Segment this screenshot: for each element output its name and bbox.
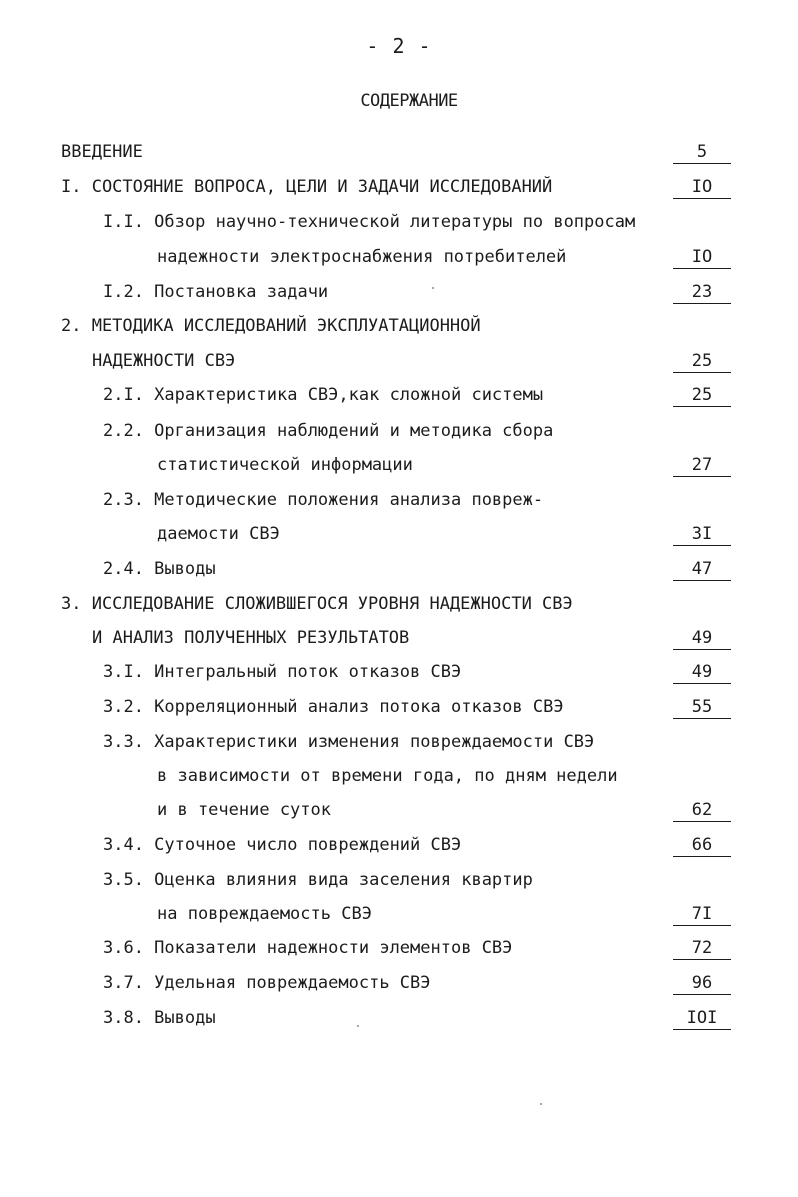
toc-entry-section-3-4: 3.4. Суточное число повреждений СВЭ <box>103 835 462 855</box>
toc-entry-section-2-2: 2.2. Организация наблюдений и методика сбора <box>103 421 554 441</box>
toc-page-number: 47 <box>673 558 731 581</box>
toc-entry-chapter-2-cont: НАДЕЖНОСТИ СВЭ <box>92 351 236 371</box>
toc-page-number: 5 <box>673 141 731 164</box>
toc-page-number: 66 <box>673 834 731 857</box>
toc-page-number: 23 <box>673 281 731 304</box>
toc-entry-chapter-3: 3. ИССЛЕДОВАНИЕ СЛОЖИВШЕГОСЯ УРОВНЯ НАДЕЖНОСТИ СВЭ <box>61 594 573 614</box>
scan-speck <box>540 1103 542 1105</box>
page-number: - 2 - <box>366 34 432 58</box>
toc-page-number: 3I <box>673 523 731 546</box>
toc-entry-section-3-2: 3.2. Корреляционный анализ потока отказов СВЭ <box>103 697 564 717</box>
toc-page-number: 62 <box>673 799 731 822</box>
toc-page-number: 25 <box>673 350 731 373</box>
toc-entry-introduction: ВВЕДЕНИЕ <box>61 142 143 162</box>
toc-entry-section-2-2-cont: статистической информации <box>157 455 413 475</box>
toc-entry-section-2-1: 2.I. Характеристика СВЭ,как сложной системы <box>103 385 544 405</box>
toc-entry-chapter-2: 2. МЕТОДИКА ИССЛЕДОВАНИЙ ЭКСПЛУАТАЦИОННОЙ <box>61 316 481 336</box>
toc-entry-section-3-3-cont: и в течение суток <box>157 800 331 820</box>
toc-page-number: IO <box>673 176 731 199</box>
toc-page-number: IOI <box>673 1007 731 1030</box>
toc-page-number: 55 <box>673 696 731 719</box>
page-title: СОДЕРЖАНИЕ <box>360 91 458 111</box>
toc-entry-section-3-8: 3.8. Выводы <box>103 1008 216 1028</box>
toc-entry-section-3-6: 3.6. Показатели надежности элементов СВЭ <box>103 938 513 958</box>
toc-entry-section-2-4: 2.4. Выводы <box>103 559 216 579</box>
toc-entry-section-2-3: 2.3. Методические положения анализа повреж- <box>103 490 544 510</box>
toc-entry-section-1-1-cont: надежности электроснабжения потребителей <box>157 247 567 267</box>
toc-entry-section-2-3-cont: даемости СВЭ <box>157 524 280 544</box>
toc-page-number: 49 <box>673 661 731 684</box>
toc-page-number: 7I <box>673 903 731 926</box>
toc-page-number: 27 <box>673 454 731 477</box>
toc-page-number: 25 <box>673 384 731 407</box>
toc-entry-section-1-1: I.I. Обзор научно-технической литературы по вопросам <box>103 212 636 232</box>
toc-page-number: IO <box>673 246 731 269</box>
toc-page-number: 72 <box>673 937 731 960</box>
toc-entry-section-3-5-cont: на повреждаемость СВЭ <box>157 904 372 924</box>
toc-page-number: 49 <box>673 627 731 650</box>
toc-entry-section-3-7: 3.7. Удельная повреждаемость СВЭ <box>103 973 431 993</box>
toc-entry-section-3-3-cont: в зависимости от времени года, по дням недели <box>157 766 618 786</box>
toc-page-number: 96 <box>673 972 731 995</box>
toc-entry-section-3-1: 3.I. Интегральный поток отказов СВЭ <box>103 662 462 682</box>
scan-speck <box>432 287 434 289</box>
toc-entry-chapter-3-cont: И АНАЛИЗ ПОЛУЧЕННЫХ РЕЗУЛЬТАТОВ <box>92 628 410 648</box>
toc-entry-chapter-1: I. СОСТОЯНИЕ ВОПРОСА, ЦЕЛИ И ЗАДАЧИ ИССЛЕДОВАНИЙ <box>61 177 553 197</box>
toc-entry-section-3-3: 3.3. Характеристики изменения повреждаемости СВЭ <box>103 732 595 752</box>
scan-speck <box>357 1025 359 1027</box>
toc-entry-section-3-5: 3.5. Оценка влияния вида заселения квартир <box>103 870 533 890</box>
toc-entry-section-1-2: I.2. Постановка задачи <box>103 282 329 302</box>
